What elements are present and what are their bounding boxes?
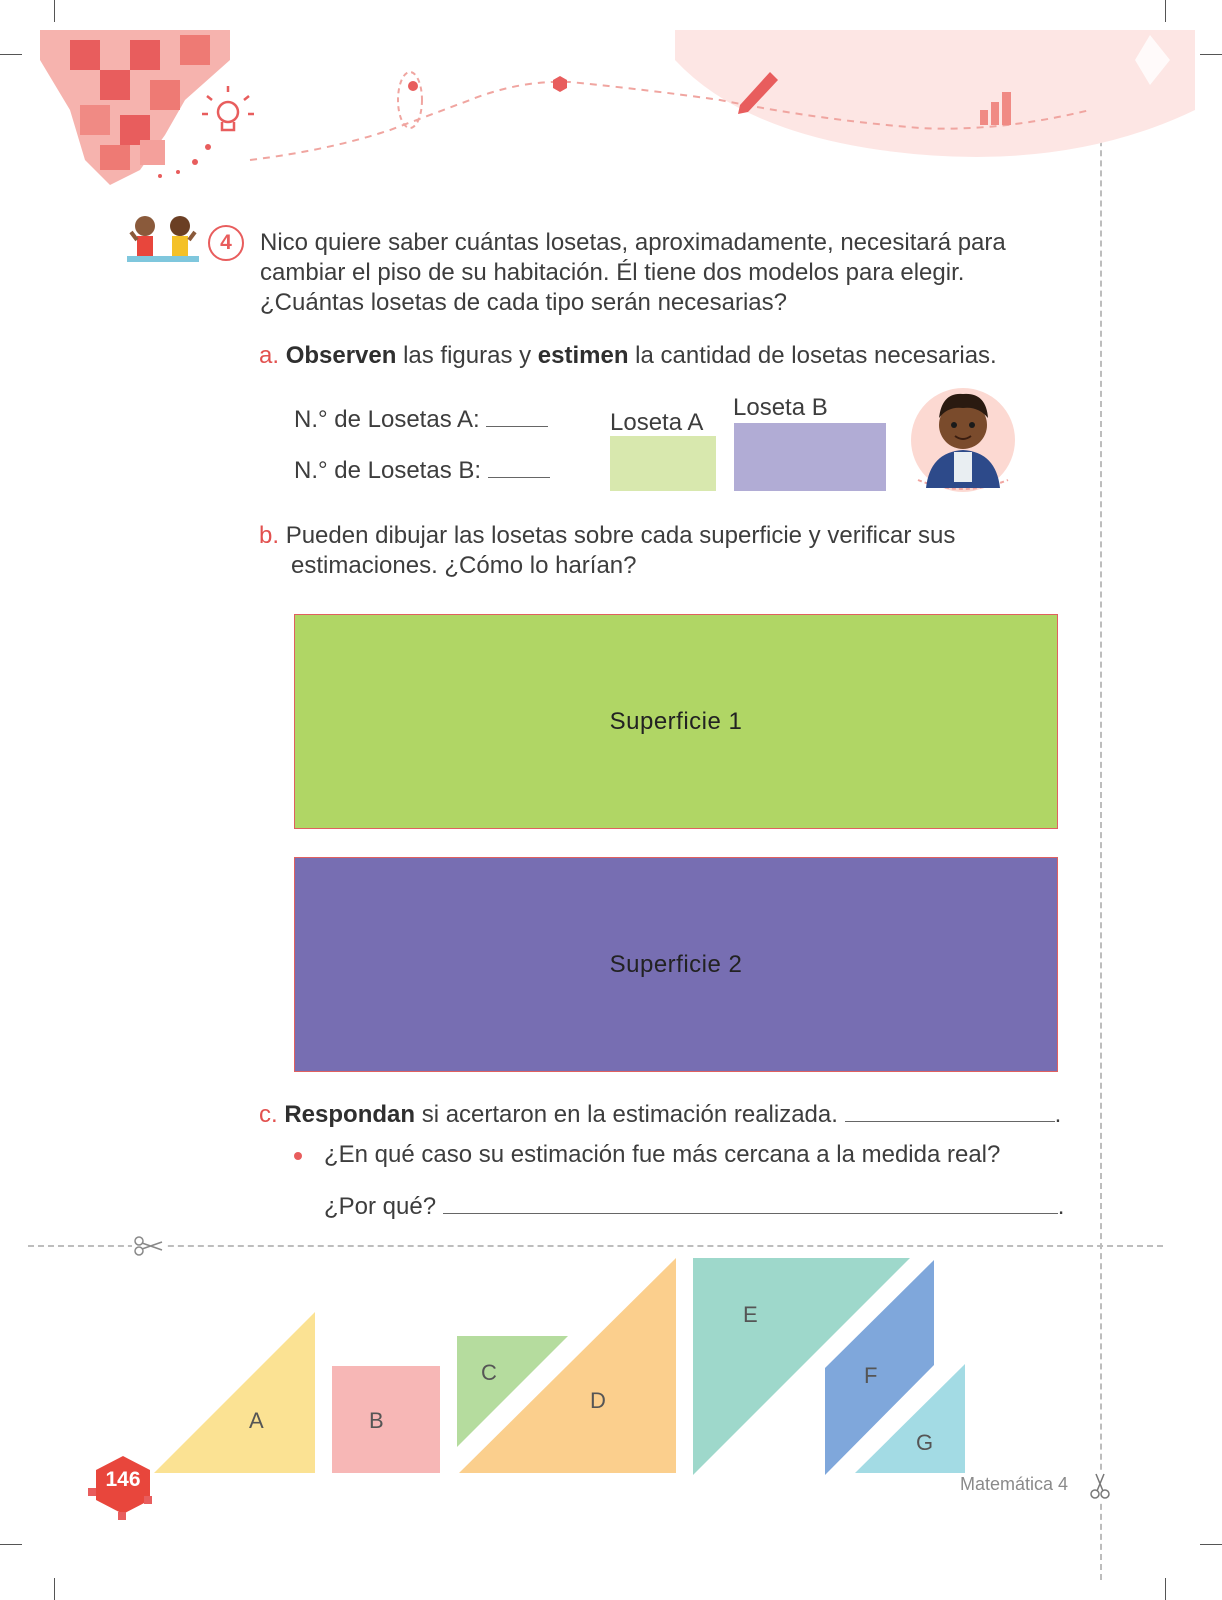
why-label: ¿Por qué? xyxy=(324,1193,437,1220)
question-line: ¿Cuántas losetas de cada tipo serán necesarias? xyxy=(260,289,787,316)
question-text xyxy=(260,228,1080,318)
part-a-letter: a. xyxy=(259,342,280,369)
question-number-badge: 4 xyxy=(208,225,244,261)
piece-label-b: B xyxy=(369,1408,384,1433)
part-c-text: si acertaron en la estimación realizada. xyxy=(415,1101,838,1128)
crop-mark xyxy=(0,1544,22,1545)
small-cube-icon xyxy=(553,76,567,92)
bullet-icon xyxy=(294,1152,302,1160)
part-c-letter: c. xyxy=(259,1101,278,1128)
part-b-instruction xyxy=(259,521,1079,581)
piece-label-f: F xyxy=(864,1363,878,1388)
tile-b-swatch xyxy=(734,423,886,491)
part-a-text: las figuras y xyxy=(396,342,538,369)
part-b-line: Pueden dibujar las losetas sobre cada superficie y verificar sus xyxy=(285,522,956,549)
why-answer-blank[interactable] xyxy=(443,1191,1058,1214)
part-b-letter: b. xyxy=(259,522,280,549)
crop-mark xyxy=(1200,1544,1222,1545)
part-b-line: estimaciones. ¿Cómo lo harían? xyxy=(291,552,637,579)
reading-children-icon xyxy=(125,210,205,270)
question-line: Nico quiere saber cuántas losetas, aproximadamente, necesitará para xyxy=(260,229,1006,256)
cubes-stack-icon xyxy=(40,30,230,185)
piece-b xyxy=(332,1366,440,1473)
part-a-bold-estimate: estimen xyxy=(537,342,629,369)
cut-line-horizontal xyxy=(28,1245,1163,1247)
count-b-row xyxy=(294,455,550,486)
count-b-label: N.° de Losetas B: xyxy=(294,457,482,484)
part-a-bold-observe: Observen xyxy=(285,342,397,369)
lightbulb-icon xyxy=(202,86,254,130)
page-number: 146 xyxy=(105,1468,141,1491)
part-c-bold-respond: Respondan xyxy=(284,1101,416,1128)
surface-1[interactable] xyxy=(294,614,1058,829)
count-b-answer-blank[interactable] xyxy=(488,455,550,478)
boy-avatar-icon xyxy=(908,380,1018,505)
part-a-instruction xyxy=(259,341,1079,371)
book-title: Matemática 4 xyxy=(960,1474,1069,1494)
tile-a-swatch xyxy=(610,436,716,491)
bullet-question: ¿En qué caso su estimación fue más cercana a la medida real? xyxy=(324,1141,1001,1168)
piece-label-d: D xyxy=(590,1388,606,1413)
count-a-answer-blank[interactable] xyxy=(486,404,548,427)
surface-2-label: Superficie 2 xyxy=(609,950,743,978)
tile-b-label: Loseta B xyxy=(733,394,828,421)
why-row: ¿Por qué? . xyxy=(324,1193,1065,1220)
piece-label-e: E xyxy=(743,1302,758,1327)
part-c-instruction: c. Respondan si acertaron en la estimación realizada. . xyxy=(259,1101,1062,1128)
surface-1-label: Superficie 1 xyxy=(609,707,743,735)
part-c-answer-blank[interactable] xyxy=(845,1099,1055,1122)
piece-a xyxy=(154,1312,315,1473)
part-a-text: la cantidad de losetas necesarias. xyxy=(628,342,997,369)
surface-2[interactable] xyxy=(294,857,1058,1072)
crop-mark xyxy=(54,1578,55,1600)
piece-label-a: A xyxy=(249,1408,264,1433)
count-a-label: N.° de Losetas A: xyxy=(294,406,480,433)
question-line: cambiar el piso de su habitación. Él tiene dos modelos para elegir. xyxy=(260,259,965,286)
tangram-pieces xyxy=(0,1250,1222,1500)
scissors-icon xyxy=(1090,1472,1110,1500)
piece-label-g: G xyxy=(916,1430,934,1455)
count-a-row xyxy=(294,404,548,435)
piece-label-c: C xyxy=(481,1360,497,1385)
crop-mark xyxy=(1165,1578,1166,1600)
header-banner xyxy=(0,0,1222,200)
tile-a-label: Loseta A xyxy=(610,409,704,436)
